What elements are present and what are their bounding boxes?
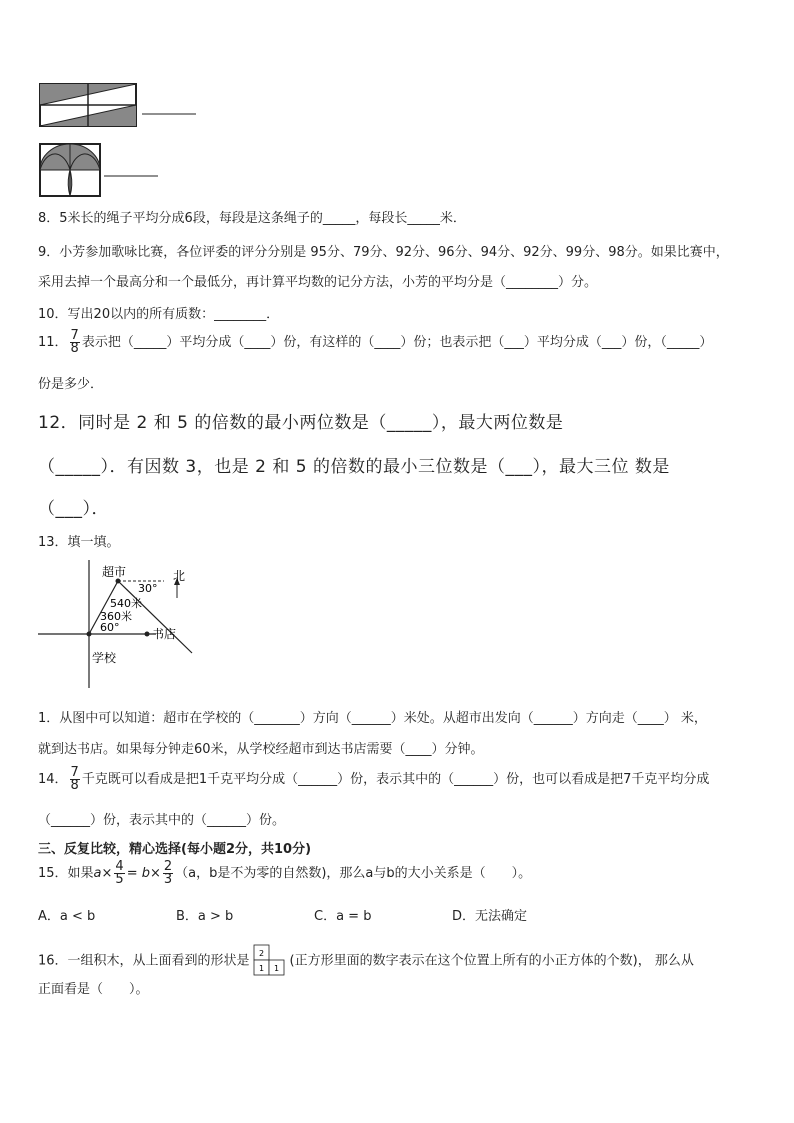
question-15-prefix: 15．如果 xyxy=(38,866,94,881)
question-16-line1 xyxy=(38,943,694,979)
fraction-denominator: 5 xyxy=(115,872,124,887)
question-8: 8．5米长的绳子平均分成6段，每段是这条绳子的_____，每段长_____米． xyxy=(38,211,466,226)
shaded-square-figure xyxy=(38,142,162,198)
grid-cell-value: 2 xyxy=(258,949,264,958)
question-11-line1 xyxy=(38,330,712,355)
question-13-1-line2: 就到达书店。如果每分钟走60米，从学校经超市到达书店需要（____）分钟。 xyxy=(38,742,484,757)
question-10: 10．写出20以内的所有质数：________． xyxy=(38,307,280,322)
label-distance-540: 540米 xyxy=(110,597,142,610)
question-12-line2: （_____）．有因数 3，也是 2 和 5 的倍数的最小三位数是（___），最大三位 数是 xyxy=(38,457,670,477)
fraction xyxy=(163,861,173,886)
fraction-numerator: 7 xyxy=(70,765,79,780)
question-16-line2: 正面看是（ ）。 xyxy=(38,982,149,997)
fraction xyxy=(70,330,80,355)
expression-a: a× xyxy=(93,866,113,881)
top-view-grid xyxy=(252,943,288,979)
fraction-numerator: 7 xyxy=(70,328,79,343)
question-16-text: (正方形里面的数字表示在这个位置上所有的小正方体的个数)， 那么从 xyxy=(289,953,694,969)
shaded-rectangle-figure xyxy=(38,82,200,130)
label-north: 北 xyxy=(173,569,186,583)
question-11-text: 表示把（_____）平均分成（____）份，有这样的（____）份；也表示把（___）平均分成（___）份，（_____） xyxy=(81,335,713,350)
question-number: 14． xyxy=(38,772,68,787)
question-11-line2: 份是多少． xyxy=(38,377,104,392)
question-number: 11． xyxy=(38,335,68,350)
label-supermarket: 超市 xyxy=(102,565,127,579)
question-9-line2: 采用去掉一个最高分和一个最低分，再计算平均数的记分方法，小芳的平均分是（________）分。 xyxy=(38,275,598,290)
question-13: 13．填一填。 xyxy=(38,535,120,550)
question-14-line1 xyxy=(38,767,709,792)
option-c: C．a = b xyxy=(314,909,372,924)
question-12-line1: 12．同时是 2 和 5 的倍数的最小两位数是（_____），最大两位数是 xyxy=(38,413,564,433)
option-d: D．无法确定 xyxy=(452,909,528,924)
label-bookstore: 书店 xyxy=(152,627,177,641)
label-angle-60: 60° xyxy=(100,621,120,634)
question-16-prefix: 16．一组积木，从上面看到的形状是 xyxy=(38,953,250,969)
grid-cell-value: 1 xyxy=(273,964,279,973)
fraction-denominator: 3 xyxy=(163,872,173,887)
label-distance-360: 360米 xyxy=(100,610,132,623)
label-school: 学校 xyxy=(92,651,117,665)
label-angle-30: 30° xyxy=(138,582,158,595)
fraction-numerator: 2 xyxy=(163,859,173,874)
option-a: A．a < b xyxy=(38,909,96,924)
fraction-denominator: 8 xyxy=(70,341,79,356)
question-9-line1: 9．小芳参加歌咏比赛，各位评委的评分分别是 95分、79分、92分、96分、94分、92分、99分、98分。如果比赛中， xyxy=(38,245,729,260)
fraction xyxy=(114,861,124,886)
fraction-numerator: 4 xyxy=(115,859,124,874)
direction-diagram xyxy=(34,558,204,690)
option-b: B．a > b xyxy=(176,909,234,924)
fraction xyxy=(70,767,80,792)
question-15 xyxy=(38,861,531,886)
expression-b: = b× xyxy=(126,866,161,881)
question-14-text: 千克既可以看成是把1千克平均分成（______）份，表示其中的（______）份，也可以看成是把7千克平均分成 xyxy=(81,772,710,787)
question-14-line2: （______）份，表示其中的（______）份。 xyxy=(38,813,286,828)
question-13-1-line1: 1．从图中可以知道：超市在学校的（_______）方向（______）米处。从超市出发向（______）方向走（____） 米， xyxy=(38,711,707,726)
question-15-text: （a，b是不为零的自然数)，那么a与b的大小关系是（ ）。 xyxy=(175,866,532,881)
question-12-line3: （___）． xyxy=(38,499,109,519)
grid-cell-value: 1 xyxy=(258,964,264,973)
fraction-denominator: 8 xyxy=(70,778,79,793)
section-3-heading: 三、反复比较，精心选择(每小题2分，共10分) xyxy=(38,842,312,857)
